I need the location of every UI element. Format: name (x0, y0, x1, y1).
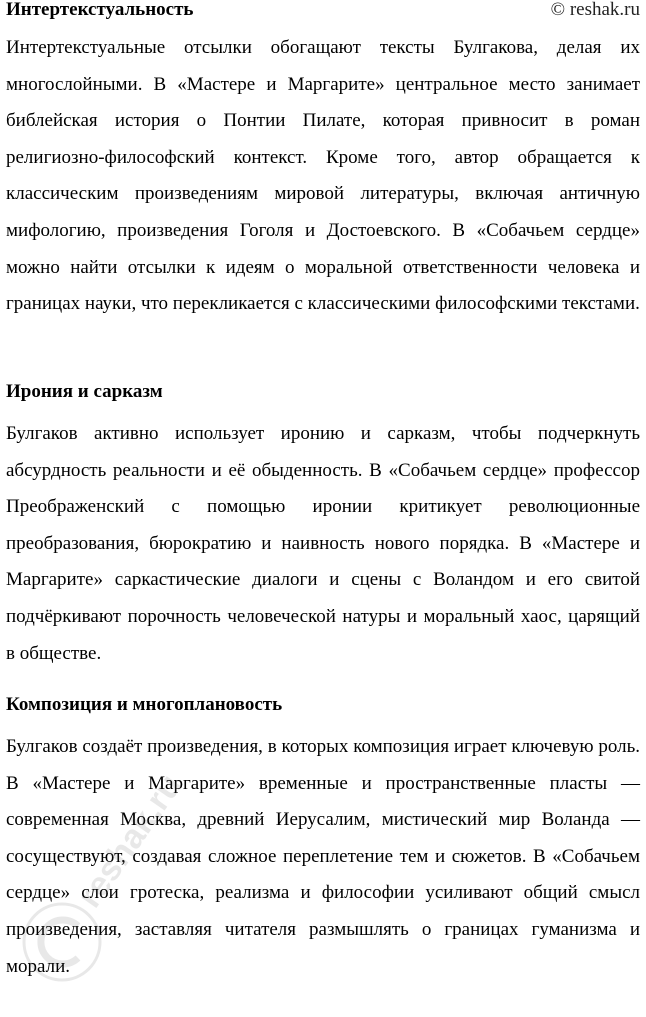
header-row (6, 0, 640, 22)
section-title-intertextuality: Интертекстуальность (6, 0, 194, 20)
paragraph-composition: Булгаков создаёт произведения, в которых композиция играет ключевую роль. В «Мастере и Маргарите» временные и пространственные пласты — современная Москва, древний Иерусалим, мистический мир Воланда — сосуществуют, создавая сложное переплетение тем и сюжетов. В «Собачьем сердце» слои гротеска, реализма и философии усиливают общий смысл произведения, заставляя читателя размышлять о границах гуманизма и морали. (6, 736, 640, 977)
section-title-composition: Композиция и многоплановость (6, 694, 283, 715)
paragraph-irony: Булгаков активно использует иронию и сарказм, чтобы подчеркнуть абсурдность реальности и её обыденность. В «Собачьем сердце» профессор Преображенский с помощью иронии критикует революционные преобразования, бюрократию и наивность нового порядка. В «Мастере и Маргарите» саркастические диалоги и сцены с Воландом и его свитой подчёркивают порочность человеческой натуры и моральный хаос, царящий в обществе. (6, 423, 640, 664)
site-copyright-mark: © reshak.ru (550, 0, 640, 20)
section-title-irony: Ирония и сарказм (6, 381, 163, 402)
watermark-text: reshak.ru (70, 767, 190, 915)
paragraph-intertextuality: Интертекстуальные отсылки обогащают тексты Булгакова, делая их многослойными. В «Мастере и Маргарите» центральное место занимает библейская история о Понтии Пилате, которая привносит в роман религиозно-философский контекст. Кроме того, автор обращается к классическим произведениям мировой литературы, включая античную мифологию, произведения Гоголя и Достоевского. В «Собачьем сердце» можно найти отсылки к идеям о моральной ответственности человека и границах науки, что перекликается с классическими философскими текстами. (6, 37, 640, 315)
